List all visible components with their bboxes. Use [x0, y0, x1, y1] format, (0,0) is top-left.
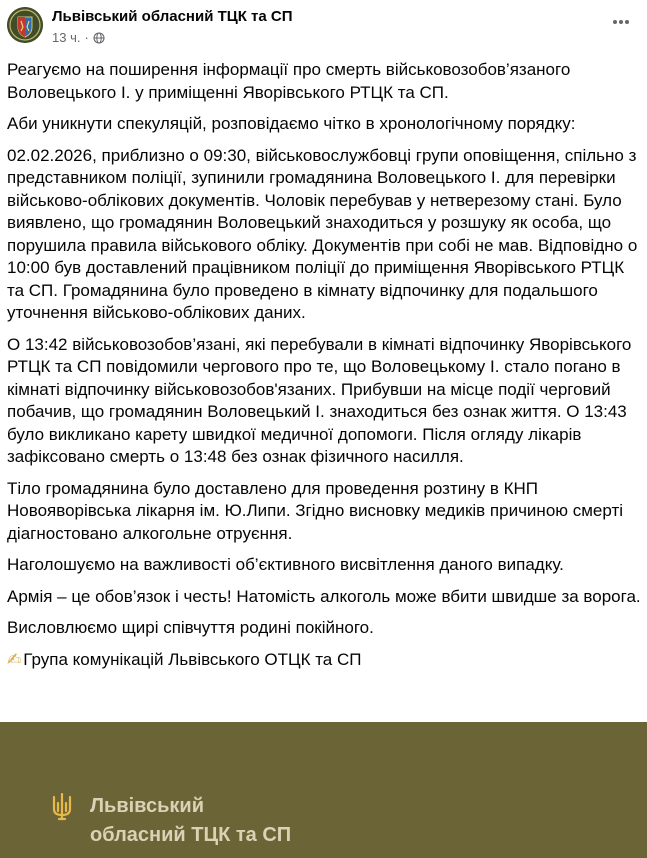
banner-title [90, 792, 291, 850]
banner-line-2: обласний ТЦК та СП [90, 824, 292, 846]
paragraph-autopsy: Тіло громадянина було доставлено для проведення розтину в КНП Новояворівська лікарня ім. Ю.Липи. Згідно висновку медиків причиною смерті діагностовано алкогольне отруєння. [7, 478, 624, 543]
signature [7, 649, 641, 672]
emblem-icon [7, 7, 43, 43]
writing-hand-icon: ✍ [7, 649, 22, 669]
avatar[interactable] [7, 7, 43, 43]
paragraph-emphasis: Наголошуємо на важливості об’єктивного висвітлення даного випадку. [7, 555, 564, 574]
globe-icon[interactable] [93, 32, 105, 44]
meta-separator: · [84, 30, 89, 45]
signature-text: Група комунікацій Львівського ОТЦК та СП [23, 649, 362, 669]
paragraph-context: Аби уникнути спекуляцій, розповідаємо чітко в хронологічному порядку: [7, 114, 576, 133]
more-options-button[interactable] [609, 10, 633, 34]
page-name-link[interactable]: Львівський обласний ТЦК та СП [52, 8, 293, 25]
paragraph-condolences: Висловлюємо щирі співчуття родині покійного. [7, 618, 374, 637]
paragraph-army: Армія – це обов’язок і честь! Натомість алкоголь може вбити швидше за ворога. [7, 586, 641, 606]
post-text [7, 59, 641, 680]
more-horizontal-icon [612, 19, 630, 25]
banner-line-1: Львівський [90, 795, 204, 817]
paragraph-chronology-2: О 13:42 військовозобов’язані, які перебували в кімнаті відпочинку Яворівського РТЦК та СП повідомили чергового про те, що Воловецькому І. стало погано в кімнаті відпочинку військовозобов'язаних. Прибувши на місце події черговий побачив, що громадянин Воловецький І. знаходиться без ознак життя. О 13:43 було викликано карету швидкої медичної допомоги. Після огляду лікарів зафіксовано смерть о 13:48 без ознак фізичного насилля. [7, 334, 632, 466]
post-header [0, 0, 647, 60]
paragraph-intro: Реагуємо на поширення інформації про смерть військовозобов’язаного Воловецького І. у приміщенні Яворівського РТЦК та СП. [7, 60, 571, 102]
post-time[interactable]: 13 ч. [52, 30, 81, 45]
post-meta [52, 30, 105, 45]
paragraph-chronology-1: 02.02.2026, приблизно о 09:30, військовослужбовці групи оповіщення, спільно з представником поліції, зупинили громадянина Воловецького І. для перевірки військово-облікових документів. Чоловік перебував у нетверезому стані. Було виявлено, що громадянин Воловецький знаходиться у розшуку як особа, що порушила правила військового обліку. Документів при собі не мав. Відповідно о 10:00 був доставлений працівником поліції до приміщення Яворівського РТЦК та СП. Громадянина було проведено в кімнату відпочинку для подальшого уточнення військово-облікових даних. [7, 145, 638, 322]
trident-icon [51, 793, 73, 821]
post-image-banner[interactable] [0, 722, 647, 858]
